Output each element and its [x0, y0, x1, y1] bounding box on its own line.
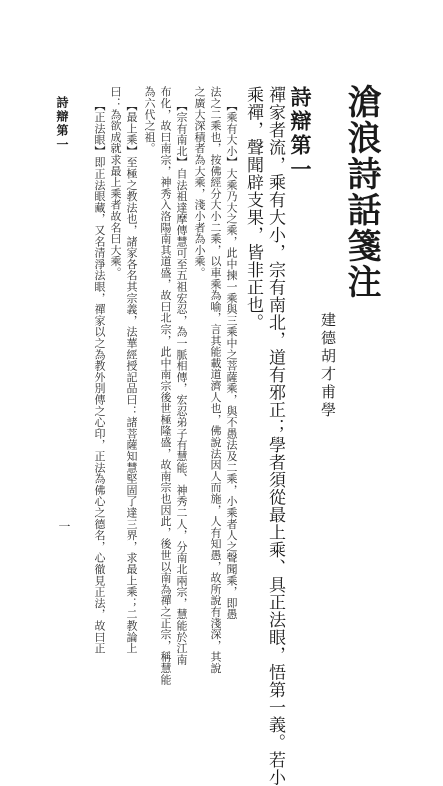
- running-footer: 詩辯第一: [55, 96, 69, 152]
- main-text-line: 禪家者流，乘有大小，宗有南北，道有邪正；學者須從最上乘、具正法眼，悟第一義。若小: [265, 86, 285, 786]
- chapter-title: 詩辯第一: [288, 86, 313, 182]
- page-number: 一: [57, 520, 71, 532]
- book-title: 滄浪詩話箋注: [341, 84, 381, 300]
- note-line: 為六代之祖。: [143, 86, 156, 154]
- note-line: 【宗有南北】自法祖達摩傳慧可至五祖宏忍，為一脈相傳，宏忍弟子有慧能、神秀二人，分南北兩宗，慧能於江南: [175, 100, 188, 665]
- note-line: 【乘有大小】大乘乃大之乘，此中揀一乘與三乘中之菩薩乘，與不愚法及二乘，小乘者人之聲聞乘，即愚: [225, 100, 238, 620]
- note-line: 布化，故曰南宗，神秀入洛陽南其道盛，故曰北宗，此中南宗後世極隆盛，故南宗也因此，後世以南為禪之正宗，稱慧能: [159, 86, 172, 685]
- note-line: 之廣大深積者為大乘，淺小者為小乘。: [193, 86, 206, 279]
- book-author: 建德胡才甫學: [319, 312, 337, 420]
- note-line: 曰：為欲成就求最上乘者故名曰大乘。: [109, 86, 122, 279]
- main-text-line: 乘禪，聲聞辟支果，皆非正也。: [243, 86, 263, 331]
- note-line: 法之二乘也，按佛經分大小二乘，以車乘為喻，言其能載道濟人也，佛說法因人而施，人有知愚，故所說有淺深，其說: [209, 86, 222, 674]
- note-line: 【最上乘】至極之教法也，諸家各名其宗義，法華經授記品曰：諸菩薩知慧堅固了達三界，求最上乘；二教論上: [125, 100, 138, 654]
- note-line: 【正法眼】即正法眼藏，又名清淨法眼，禪家以之為教外別傳之心印，正法為佛心之德名，心徹見正法，故曰正: [93, 100, 106, 654]
